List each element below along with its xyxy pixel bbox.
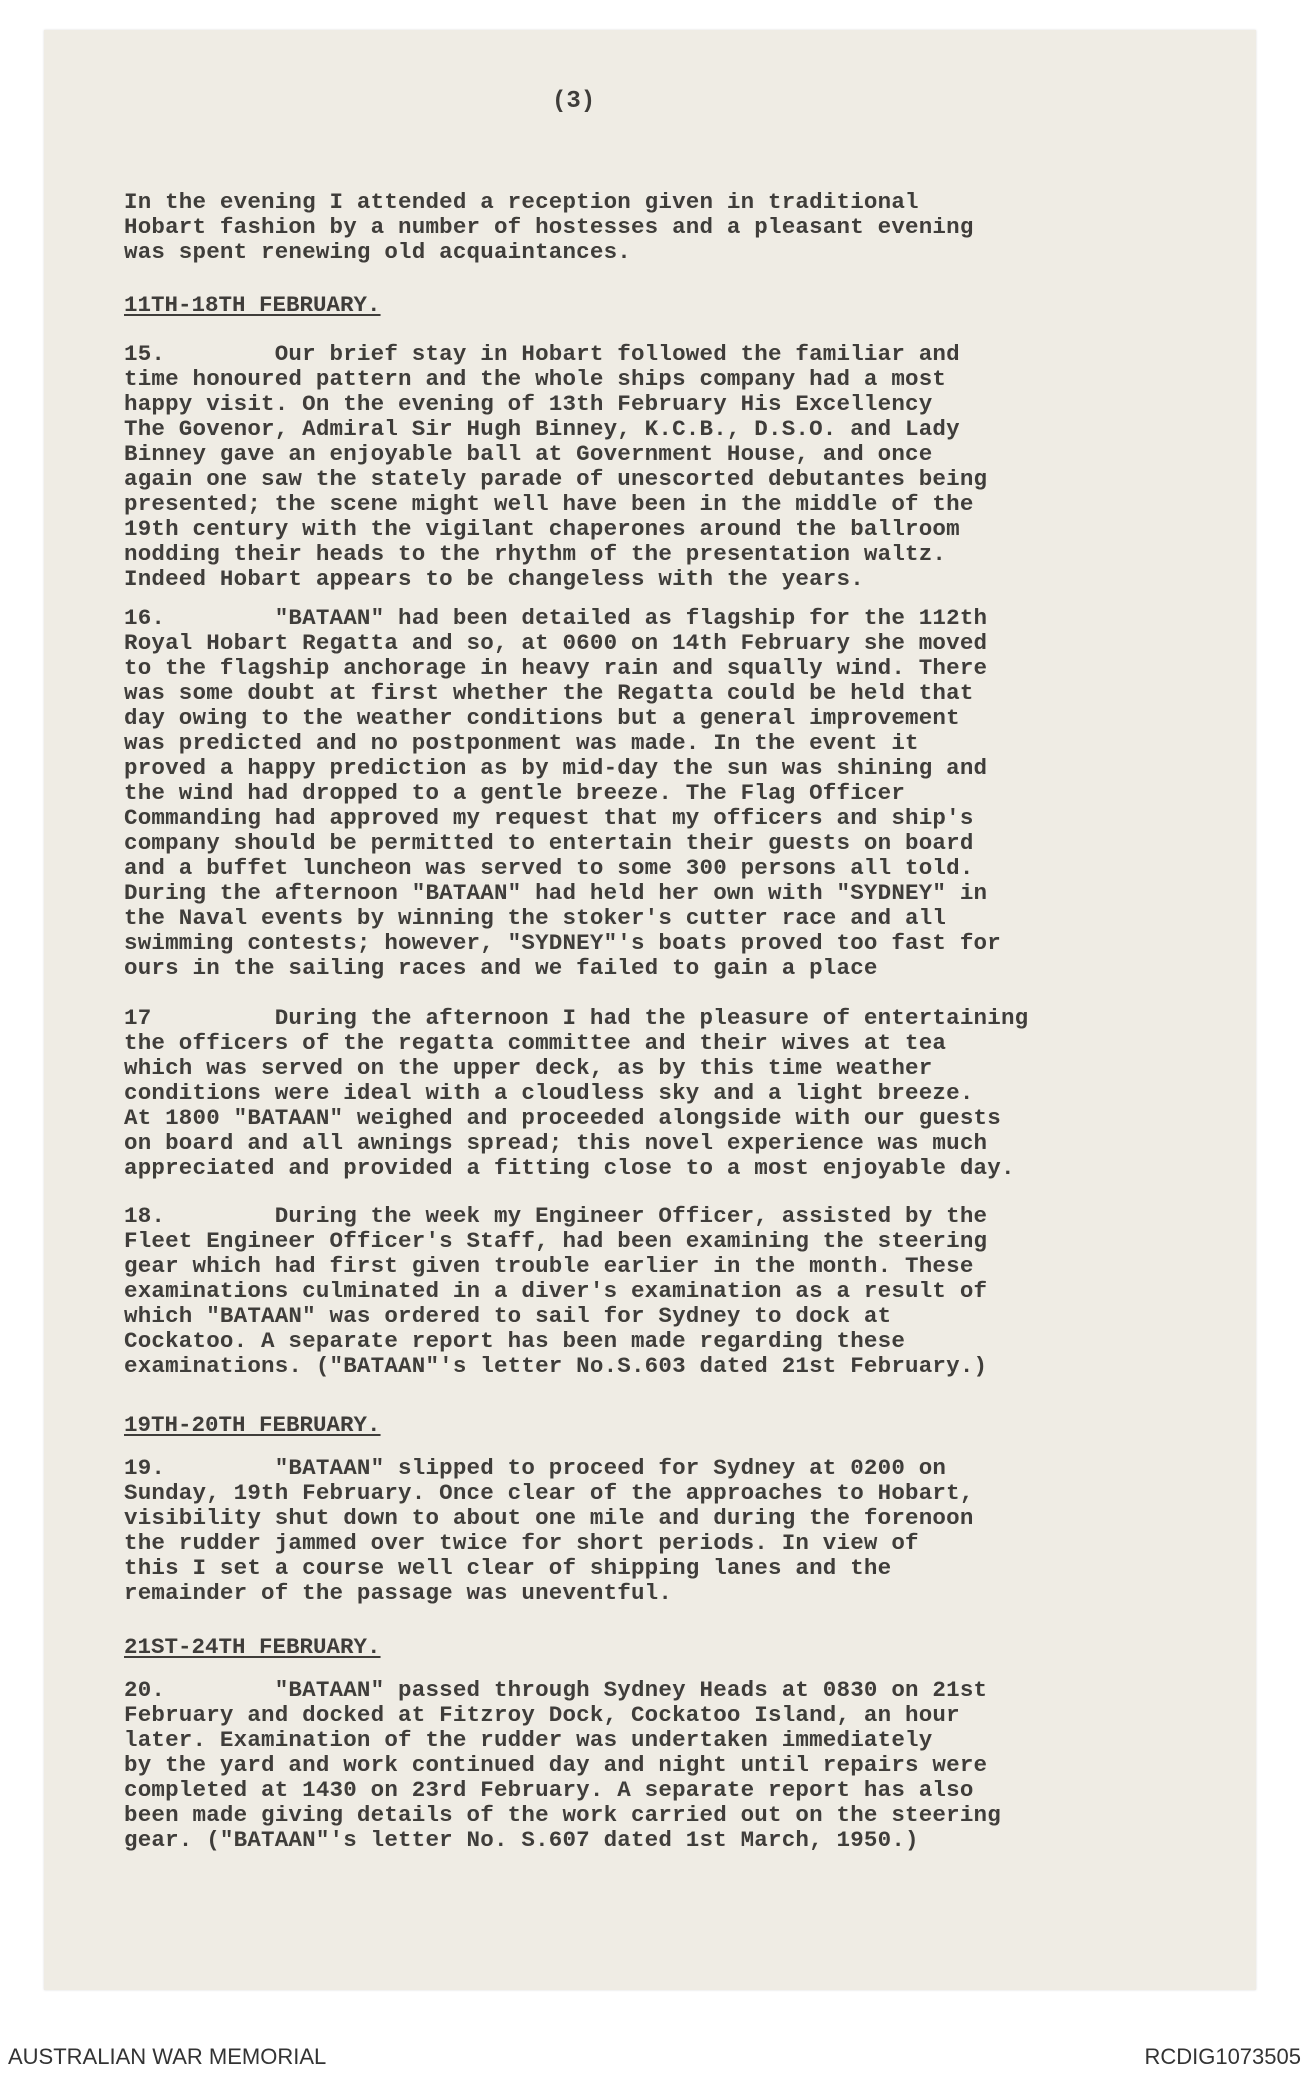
text-line: again one saw the stately parade of unescorted debutantes being <box>124 466 988 492</box>
text-line: time honoured pattern and the whole ships company had a most <box>124 366 947 392</box>
text-line: 19. "BATAAN" slipped to proceed for Sydney at 0200 on <box>124 1455 947 1481</box>
text-line: completed at 1430 on 23rd February. A separate report has also <box>124 1777 974 1803</box>
text-line: was predicted and no postponment was made. In the event it <box>124 730 919 756</box>
text-line: conditions were ideal with a cloudless sky and a light breeze. <box>124 1080 974 1106</box>
text-line: proved a happy prediction as by mid-day the sun was shining and <box>124 755 988 781</box>
paragraph-19 <box>124 1456 1124 1606</box>
text-line: 19th century with the vigilant chaperones around the ballroom <box>124 516 960 542</box>
text-line: was spent renewing old acquaintances. <box>124 239 631 265</box>
text-line: and a buffet luncheon was served to some 300 persons all told. <box>124 855 974 881</box>
page-number: (3) <box>552 88 596 115</box>
text-line: presented; the scene might well have been in the middle of the <box>124 491 974 517</box>
text-line: 15. Our brief stay in Hobart followed the familiar and <box>124 341 960 367</box>
text-line: Binney gave an enjoyable ball at Government House, and once <box>124 441 933 467</box>
text-line: which was served on the upper deck, as by this time weather <box>124 1055 933 1081</box>
text-line: appreciated and provided a fitting close to a most enjoyable day. <box>124 1155 1015 1181</box>
text-line: the wind had dropped to a gentle breeze. The Flag Officer <box>124 780 906 806</box>
text-line: visibility shut down to about one mile and during the forenoon <box>124 1505 974 1531</box>
text-line: examinations. ("BATAAN"'s letter No.S.603 dated 21st February.) <box>124 1353 988 1379</box>
text-line: 17 During the afternoon I had the pleasure of entertaining <box>124 1005 1029 1031</box>
text-line: gear. ("BATAAN"'s letter No. S.607 dated 1st March, 1950.) <box>124 1827 919 1853</box>
text-line: which "BATAAN" was ordered to sail for Sydney to dock at <box>124 1303 892 1329</box>
text-line: Fleet Engineer Officer's Staff, had been examining the steering <box>124 1228 988 1254</box>
text-line: gear which had first given trouble earlier in the month. These <box>124 1253 974 1279</box>
text-line: the Naval events by winning the stoker's cutter race and all <box>124 905 947 931</box>
text-line: February and docked at Fitzroy Dock, Cockatoo Island, an hour <box>124 1702 960 1728</box>
text-line: on board and all awnings spread; this novel experience was much <box>124 1130 988 1156</box>
text-line: examinations culminated in a diver's examination as a result of <box>124 1278 988 1304</box>
text-line: Commanding had approved my request that my officers and ship's <box>124 805 974 831</box>
paragraph-17 <box>124 1006 1124 1181</box>
paragraph-16 <box>124 606 1124 981</box>
text-line: In the evening I attended a reception given in traditional <box>124 189 919 215</box>
paragraph-18 <box>124 1204 1124 1379</box>
footer-identifier: RCDIG1073505 <box>1144 2044 1301 2069</box>
text-line: company should be permitted to entertain their guests on board <box>124 830 974 856</box>
text-line: Cockatoo. A separate report has been made regarding these <box>124 1328 906 1354</box>
text-line: by the yard and work continued day and night until repairs were <box>124 1752 988 1778</box>
text-line: 20. "BATAAN" passed through Sydney Heads at 0830 on 21st <box>124 1677 988 1703</box>
paragraph-20 <box>124 1678 1124 1853</box>
text-line: 16. "BATAAN" had been detailed as flagship for the 112th <box>124 605 988 631</box>
text-line: During the afternoon "BATAAN" had held her own with "SYDNEY" in <box>124 880 988 906</box>
text-line: 18. During the week my Engineer Officer, assisted by the <box>124 1203 988 1229</box>
intro-paragraph <box>124 190 1124 265</box>
text-line: was some doubt at first whether the Regatta could be held that <box>124 680 974 706</box>
text-line: this I set a course well clear of shipping lanes and the <box>124 1555 892 1581</box>
text-line: ours in the sailing races and we failed to gain a place <box>124 955 878 981</box>
text-line: nodding their heads to the rhythm of the presentation waltz. <box>124 541 947 567</box>
text-line: Hobart fashion by a number of hostesses and a pleasant evening <box>124 214 974 240</box>
text-line: later. Examination of the rudder was undertaken immediately <box>124 1727 933 1753</box>
footer-source: AUSTRALIAN WAR MEMORIAL <box>8 2044 327 2069</box>
section-heading: 19TH-20TH FEBRUARY. <box>124 1412 381 1438</box>
section-heading: 11TH-18TH FEBRUARY. <box>124 292 381 318</box>
text-line: the officers of the regatta committee and their wives at tea <box>124 1030 947 1056</box>
text-line: day owing to the weather conditions but a general improvement <box>124 705 960 731</box>
text-line: Royal Hobart Regatta and so, at 0600 on 14th February she moved <box>124 630 988 656</box>
section-heading: 21ST-24TH FEBRUARY. <box>124 1634 381 1660</box>
text-line: At 1800 "BATAAN" weighed and proceeded alongside with our guests <box>124 1105 1001 1131</box>
text-line: The Govenor, Admiral Sir Hugh Binney, K.C.B., D.S.O. and Lady <box>124 416 960 442</box>
text-line: Indeed Hobart appears to be changeless with the years. <box>124 566 864 592</box>
text-line: to the flagship anchorage in heavy rain and squally wind. There <box>124 655 988 681</box>
text-line: happy visit. On the evening of 13th February His Excellency <box>124 391 933 417</box>
text-line: been made giving details of the work carried out on the steering <box>124 1802 1001 1828</box>
text-line: remainder of the passage was uneventful. <box>124 1580 673 1606</box>
paragraph-15 <box>124 342 1124 592</box>
text-line: the rudder jammed over twice for short periods. In view of <box>124 1530 919 1556</box>
text-line: swimming contests; however, "SYDNEY"'s boats proved too fast for <box>124 930 1001 956</box>
text-line: Sunday, 19th February. Once clear of the approaches to Hobart, <box>124 1480 974 1506</box>
